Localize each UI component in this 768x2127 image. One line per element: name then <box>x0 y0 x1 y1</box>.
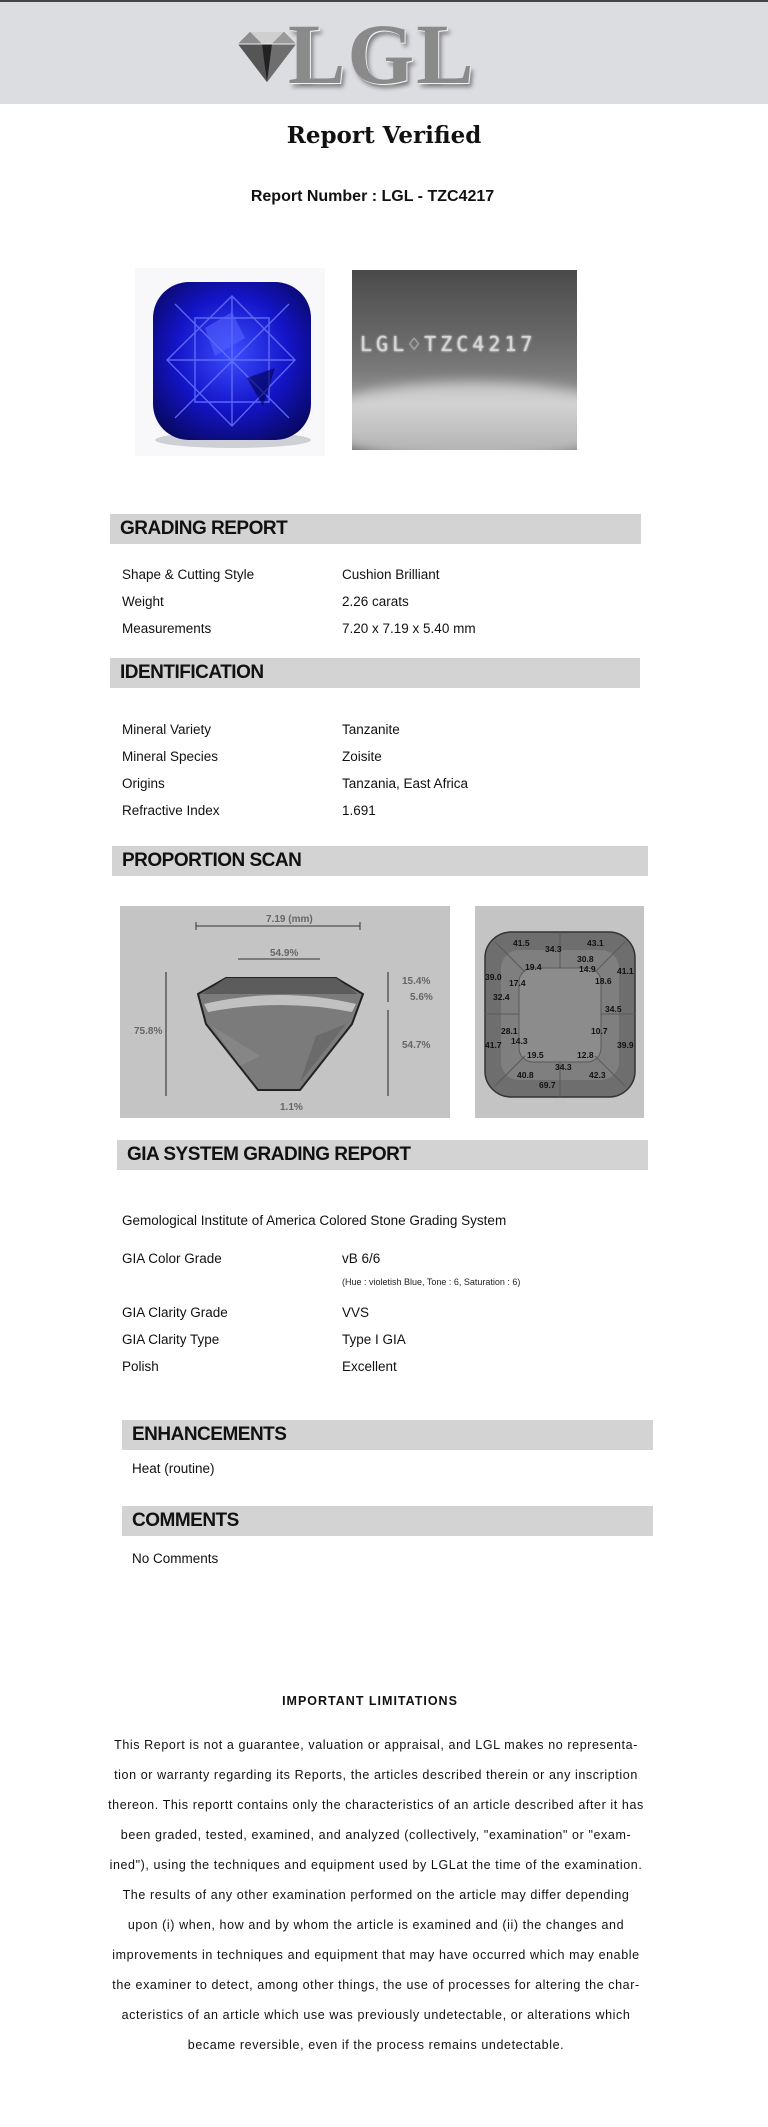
row-label: Polish <box>122 1359 159 1374</box>
facet-value: 41.1 <box>617 966 634 976</box>
row-value: VVS <box>342 1305 370 1320</box>
facet-value: 17.4 <box>509 978 526 988</box>
facet-value: 42.3 <box>589 1070 606 1080</box>
limitations-line: tion or warranty regarding its Reports, the articles described therein or any inscription <box>114 1768 638 1782</box>
row-label: Mineral Species <box>122 749 219 764</box>
row-value: Tanzanite <box>342 722 400 737</box>
facet-value: 10.7 <box>591 1026 608 1036</box>
culet-label: 1.1% <box>280 1102 303 1113</box>
report-number: Report Number : LGL - TZC4217 <box>250 188 495 205</box>
facet-value: 14.3 <box>511 1036 528 1046</box>
facet-value: 32.4 <box>493 992 510 1002</box>
facet-value: 30.8 <box>577 954 594 964</box>
row-value: Cushion Brilliant <box>342 567 440 582</box>
facet-value: 39.0 <box>485 972 502 982</box>
facet-value: 39.9 <box>617 1040 634 1050</box>
limitations-line: thereon. This reportt contains only the characteristics of an article described after it has <box>108 1798 644 1812</box>
identification-heading: IDENTIFICATION <box>120 662 264 683</box>
depth-label: 75.8% <box>134 1026 163 1037</box>
row-label: Measurements <box>122 621 212 636</box>
row-value: 1.691 <box>342 803 376 818</box>
facet-value: 12.8 <box>577 1050 594 1060</box>
row-value: Excellent <box>342 1359 397 1374</box>
gem-photo <box>135 268 325 456</box>
limitations-line: improvements in techniques and equipment that may have occurred which may enable <box>112 1948 640 1962</box>
lgl-logo <box>230 6 500 102</box>
width-label: 7.19 (mm) <box>266 914 313 925</box>
limitations-line: The results of any other examination performed on the article may differ depending <box>122 1888 630 1902</box>
proportion-scan-heading: PROPORTION SCAN <box>122 850 302 871</box>
enhancements-heading: ENHANCEMENTS <box>132 1424 287 1445</box>
limitations-title: IMPORTANT LIMITATIONS <box>282 1694 458 1708</box>
row-label: Weight <box>122 594 164 609</box>
facet-value: 41.5 <box>513 938 530 948</box>
logo-text: LGL <box>288 6 476 102</box>
limitations-line: upon (i) when, how and by whom the article is examined and (ii) the changes and <box>127 1918 625 1932</box>
tanzanite-gem-image <box>135 268 325 456</box>
row-value: 7.20 x 7.19 x 5.40 mm <box>342 621 476 636</box>
gia-heading: GIA SYSTEM GRADING REPORT <box>127 1144 411 1165</box>
girdle-label: 5.6% <box>410 992 433 1003</box>
limitations-line: the examiner to detect, among other things, the use of processes for altering the char- <box>112 1978 640 1992</box>
gia-intro: Gemological Institute of America Colored Stone Grading System <box>122 1213 507 1228</box>
row-value: Tanzania, East Africa <box>342 776 469 791</box>
table-label: 54.9% <box>270 948 299 959</box>
pavilion-label: 54.7% <box>402 1040 431 1051</box>
row-label: Shape & Cutting Style <box>122 567 255 582</box>
enhancements-header <box>122 1420 653 1450</box>
row-label: Refractive Index <box>122 803 220 818</box>
limitations-line: This Report is not a guarantee, valuation or appraisal, and LGL makes no representa- <box>114 1738 638 1752</box>
comments-text: No Comments <box>132 1551 219 1566</box>
facet-value: 34.5 <box>605 1004 622 1014</box>
row-value: Type I GIA <box>342 1332 406 1347</box>
color-note: (Hue : violetish Blue, Tone : 6, Saturation : 6) <box>342 1277 521 1287</box>
facet-value: 14.9 <box>579 964 596 974</box>
facet-value: 34.3 <box>555 1062 572 1072</box>
row-label: GIA Clarity Grade <box>122 1305 228 1320</box>
crown-label: 15.4% <box>402 976 431 987</box>
facet-value: 19.4 <box>525 962 542 972</box>
limitations-line: ined"), using the techniques and equipment used by LGLat the time of the examination. <box>109 1858 643 1872</box>
facet-value: 40.8 <box>517 1070 534 1080</box>
facet-value: 69.7 <box>539 1080 556 1090</box>
row-label: GIA Clarity Type <box>122 1332 220 1347</box>
facet-value: 19.5 <box>527 1050 544 1060</box>
limitations-line: became reversible, even if the process remains undetectable. <box>187 2038 565 2052</box>
row-label: Mineral Variety <box>122 722 212 737</box>
proportion-scan-header <box>112 846 648 876</box>
inscription-photo <box>352 270 577 450</box>
laser-inscription: LGL♢TZC4217 <box>360 332 537 356</box>
facet-value: 34.3 <box>545 944 562 954</box>
row-label: Origins <box>122 776 165 791</box>
profile-diagram <box>120 906 450 1118</box>
row-value: vB 6/6 <box>342 1251 381 1266</box>
limitations-line: been graded, tested, examined, and analyzed (collectively, "examination" or "exam- <box>120 1828 632 1842</box>
facet-value: 43.1 <box>587 938 604 948</box>
limitations-line: acteristics of an article which use was previously undetectable, or alterations which <box>121 2008 631 2022</box>
top-view-diagram <box>475 906 644 1118</box>
enhancements-text: Heat (routine) <box>132 1461 215 1476</box>
grading-report-header <box>110 514 641 544</box>
comments-heading: COMMENTS <box>132 1510 239 1531</box>
facet-value: 41.7 <box>485 1040 502 1050</box>
row-value: Zoisite <box>342 749 382 764</box>
row-label: GIA Color Grade <box>122 1251 222 1266</box>
grading-report-heading: GRADING REPORT <box>120 518 288 539</box>
page-title: Report Verified <box>286 122 482 149</box>
gia-header <box>117 1140 648 1170</box>
row-value: 2.26 carats <box>342 594 409 609</box>
comments-header <box>122 1506 653 1536</box>
facet-value: 28.1 <box>501 1026 518 1036</box>
facet-value: 18.6 <box>595 976 612 986</box>
identification-header <box>110 658 640 688</box>
